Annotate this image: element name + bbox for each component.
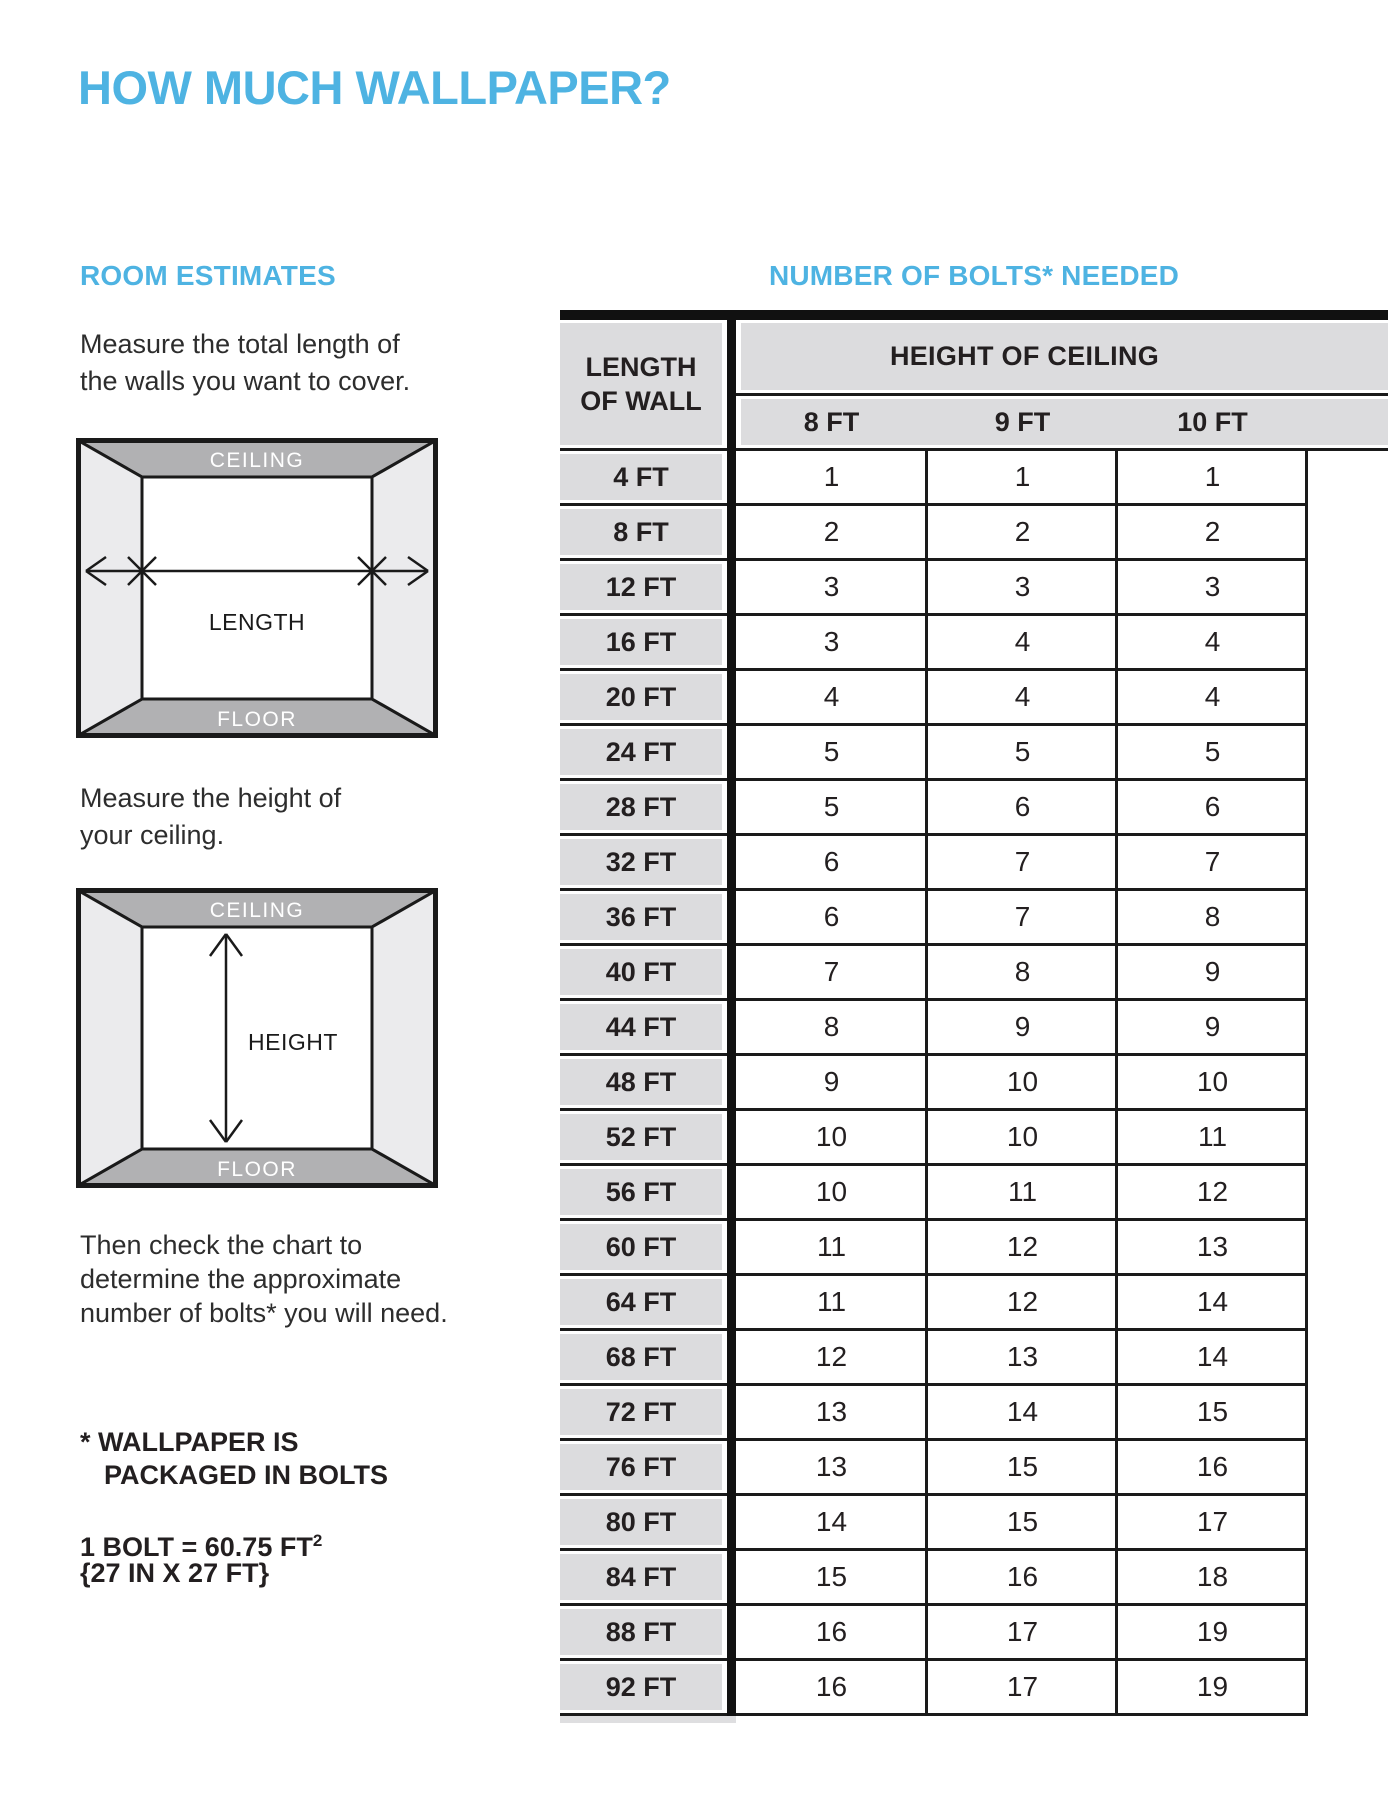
row-length-label: 32 FT xyxy=(560,839,722,885)
table-row xyxy=(560,1441,1308,1496)
bolt-count-cell: 16 xyxy=(815,1616,848,1647)
paragraph-line: Then check the chart to xyxy=(80,1230,363,1260)
bolt-count-cell: 4 xyxy=(1204,626,1221,657)
row-length-label: 92 FT xyxy=(560,1664,722,1710)
row-length-label: 4 FT xyxy=(560,454,722,500)
bolt-count-cell: 15 xyxy=(1196,1396,1229,1427)
bolt-count-cell: 16 xyxy=(1006,1561,1039,1592)
row-length-label: 76 FT xyxy=(560,1444,722,1490)
column-grid-line xyxy=(1305,451,1308,1716)
back-wall xyxy=(142,477,372,699)
bolt-count-cell: 2 xyxy=(1014,516,1031,547)
bolt-count-cell: 8 xyxy=(1014,956,1031,987)
bolt-count-cell: 13 xyxy=(1006,1341,1039,1372)
row-header-title xyxy=(560,323,722,445)
bolt-count-cell: 2 xyxy=(823,516,840,547)
bolt-count-cell: 8 xyxy=(823,1011,840,1042)
paragraph-line: determine the approximate xyxy=(80,1264,402,1294)
bolt-count-cell: 12 xyxy=(1006,1231,1039,1262)
paragraph-line: your ceiling. xyxy=(80,820,225,850)
right-wall xyxy=(372,891,435,1185)
bolt-count-cell: 5 xyxy=(1204,736,1221,767)
table-body xyxy=(560,451,1308,1716)
row-length-label: 8 FT xyxy=(560,509,722,555)
bolt-count-cell: 5 xyxy=(823,791,840,822)
bolt-dimensions: {27 IN X 27 FT} xyxy=(80,1558,270,1588)
height-label: HEIGHT xyxy=(248,1029,338,1055)
row-length-label: 40 FT xyxy=(560,949,722,995)
table-row xyxy=(560,1386,1308,1441)
table-row xyxy=(560,1056,1308,1111)
paragraph-line: Measure the total length of xyxy=(80,329,400,359)
bolt-count-cell: 11 xyxy=(1197,1121,1228,1152)
bolt-count-cell: 15 xyxy=(1006,1506,1039,1537)
row-length-label: 64 FT xyxy=(560,1279,722,1325)
bolts-footnote xyxy=(80,1426,388,1492)
bolt-count-cell: 5 xyxy=(1014,736,1031,767)
row-length-label: 88 FT xyxy=(560,1609,722,1655)
bolt-count-cell: 9 xyxy=(1204,956,1221,987)
row-length-label: 60 FT xyxy=(560,1224,722,1270)
floor-label: FLOOR xyxy=(217,708,297,731)
bolt-count-cell: 6 xyxy=(1014,791,1031,822)
row-length-label: 56 FT xyxy=(560,1169,722,1215)
paragraph-line: Measure the height of xyxy=(80,783,342,813)
row-length-label: 28 FT xyxy=(560,784,722,830)
floor-label: FLOOR xyxy=(217,1158,297,1181)
bolt-count-cell: 19 xyxy=(1196,1671,1229,1702)
row-length-label: 72 FT xyxy=(560,1389,722,1435)
bolt-count-cell: 16 xyxy=(815,1671,848,1702)
bolt-count-cell: 7 xyxy=(823,956,840,987)
check-chart-paragraph xyxy=(80,1228,550,1330)
table-row xyxy=(560,616,1308,671)
bolt-count-cell: 2 xyxy=(1204,516,1221,547)
bolt-count-cell: 13 xyxy=(1196,1231,1229,1262)
bolt-count-cell: 16 xyxy=(1196,1451,1229,1482)
bolt-count-cell: 1 xyxy=(823,461,840,492)
paragraph-line: number of bolts* you will need. xyxy=(80,1298,448,1328)
row-length-label: 80 FT xyxy=(560,1499,722,1545)
table-row xyxy=(560,1221,1308,1276)
table-row xyxy=(560,561,1308,616)
table-row xyxy=(560,506,1308,561)
measure-length-paragraph xyxy=(80,326,550,400)
table-bottom-shadow xyxy=(560,1716,736,1723)
bolt-count-cell: 4 xyxy=(1014,626,1031,657)
measure-height-paragraph xyxy=(80,780,550,854)
bolt-count-cell: 15 xyxy=(1006,1451,1039,1482)
table-row xyxy=(560,1606,1308,1661)
bolt-count-cell: 17 xyxy=(1006,1671,1039,1702)
row-length-label: 68 FT xyxy=(560,1334,722,1380)
column-header-9ft: 9 FT xyxy=(994,407,1051,437)
room-estimates-heading: ROOM ESTIMATES xyxy=(80,260,336,291)
bolt-count-cell: 7 xyxy=(1204,846,1221,877)
bolt-count-cell: 3 xyxy=(823,571,840,602)
bolt-count-cell: 10 xyxy=(1006,1066,1039,1097)
row-length-label: 20 FT xyxy=(560,674,722,720)
ceiling-label: CEILING xyxy=(209,899,305,922)
bolt-count-cell: 18 xyxy=(1196,1561,1229,1592)
table-row xyxy=(560,1001,1308,1056)
left-wall xyxy=(79,441,142,735)
bolt-count-cell: 13 xyxy=(815,1396,848,1427)
bolt-count-cell: 1 xyxy=(1014,461,1031,492)
bolt-count-cell: 4 xyxy=(823,681,840,712)
bolt-count-cell: 10 xyxy=(815,1176,848,1207)
bolt-count-cell: 17 xyxy=(1196,1506,1229,1537)
bolt-count-cell: 6 xyxy=(823,846,840,877)
column-header-10ft: 10 FT xyxy=(1177,407,1248,437)
row-length-label: 16 FT xyxy=(560,619,722,665)
bolt-count-cell: 13 xyxy=(815,1451,848,1482)
bolts-needed-heading: NUMBER OF BOLTS* NEEDED xyxy=(768,260,1180,291)
bolt-count-cell: 4 xyxy=(1014,681,1031,712)
row-length-label: 36 FT xyxy=(560,894,722,940)
bolt-count-cell: 14 xyxy=(1196,1341,1229,1372)
table-row xyxy=(560,1276,1308,1331)
table-row xyxy=(560,781,1308,836)
bolt-count-cell: 8 xyxy=(1204,901,1221,932)
row-length-label: 52 FT xyxy=(560,1114,722,1160)
page-title: HOW MUCH WALLPAPER? xyxy=(78,61,671,114)
bolt-count-cell: 12 xyxy=(1006,1286,1039,1317)
bolt-count-cell: 3 xyxy=(1204,571,1221,602)
room-height-diagram xyxy=(76,888,438,1188)
row-length-label: 24 FT xyxy=(560,729,722,775)
table-column-divider xyxy=(727,310,736,1716)
bolt-count-cell: 9 xyxy=(823,1066,840,1097)
table-row xyxy=(560,946,1308,1001)
group-header-height-of-ceiling: HEIGHT OF CEILING xyxy=(741,323,1388,390)
table-row xyxy=(560,1331,1308,1386)
bolt-count-cell: 10 xyxy=(1006,1121,1039,1152)
bolt-count-cell: 7 xyxy=(1014,846,1031,877)
room-length-diagram xyxy=(76,438,438,738)
row-length-label: 84 FT xyxy=(560,1554,722,1600)
bolt-count-cell: 7 xyxy=(1014,901,1031,932)
table-row xyxy=(560,1551,1308,1606)
bolt-count-cell: 3 xyxy=(823,626,840,657)
paragraph-line: the walls you want to cover. xyxy=(80,366,411,396)
bolt-count-cell: 4 xyxy=(1204,681,1221,712)
bolt-count-cell: 9 xyxy=(1204,1011,1221,1042)
table-row xyxy=(560,1661,1308,1716)
right-wall xyxy=(372,441,435,735)
bolt-count-cell: 11 xyxy=(1007,1176,1038,1207)
row-length-label: 12 FT xyxy=(560,564,722,610)
bolt-count-cell: 19 xyxy=(1196,1616,1229,1647)
bolt-count-cell: 1 xyxy=(1204,461,1221,492)
bolt-count-cell: 11 xyxy=(816,1286,847,1317)
left-wall xyxy=(79,891,142,1185)
bolts-table xyxy=(560,310,1388,1730)
bolt-count-cell: 14 xyxy=(1006,1396,1039,1427)
bolt-count-cell: 11 xyxy=(816,1231,847,1262)
superscript-two: 2 xyxy=(312,1531,323,1550)
table-row xyxy=(560,1166,1308,1221)
footnote-line: PACKAGED IN BOLTS xyxy=(104,1460,389,1490)
bolt-count-cell: 12 xyxy=(815,1341,848,1372)
table-row xyxy=(560,891,1308,946)
bolt-count-cell: 15 xyxy=(815,1561,848,1592)
header-divider-line xyxy=(736,393,1388,396)
bolt-count-cell: 14 xyxy=(815,1506,848,1537)
row-header-title-line: OF WALL xyxy=(580,386,702,416)
length-label: LENGTH xyxy=(208,609,306,635)
table-row xyxy=(560,1111,1308,1166)
bolt-count-cell: 9 xyxy=(1014,1011,1031,1042)
row-length-label: 44 FT xyxy=(560,1004,722,1050)
bolt-count-cell: 12 xyxy=(1196,1176,1229,1207)
bolt-count-cell: 3 xyxy=(1014,571,1031,602)
bolt-equation-text: 1 BOLT = 60.75 FT xyxy=(80,1532,313,1562)
row-header-title-line: LENGTH xyxy=(585,352,697,382)
bolt-count-cell: 17 xyxy=(1006,1616,1039,1647)
table-row xyxy=(560,671,1308,726)
bolt-count-cell: 10 xyxy=(1196,1066,1229,1097)
table-row xyxy=(560,726,1308,781)
table-row xyxy=(560,836,1308,891)
table-top-border xyxy=(560,310,1388,320)
table-row xyxy=(560,1496,1308,1551)
footnote-line: * WALLPAPER IS xyxy=(80,1427,299,1457)
bolt-count-cell: 5 xyxy=(823,736,840,767)
bolt-count-cell: 6 xyxy=(823,901,840,932)
table-row xyxy=(560,451,1308,506)
bolt-count-cell: 10 xyxy=(815,1121,848,1152)
column-grid-line xyxy=(1115,451,1118,1716)
column-grid-line xyxy=(925,451,928,1716)
column-header-8ft: 8 FT xyxy=(803,407,860,437)
bolt-count-cell: 14 xyxy=(1196,1286,1229,1317)
bolt-count-cell: 6 xyxy=(1204,791,1221,822)
ceiling-label: CEILING xyxy=(209,449,305,472)
row-length-label: 48 FT xyxy=(560,1059,722,1105)
